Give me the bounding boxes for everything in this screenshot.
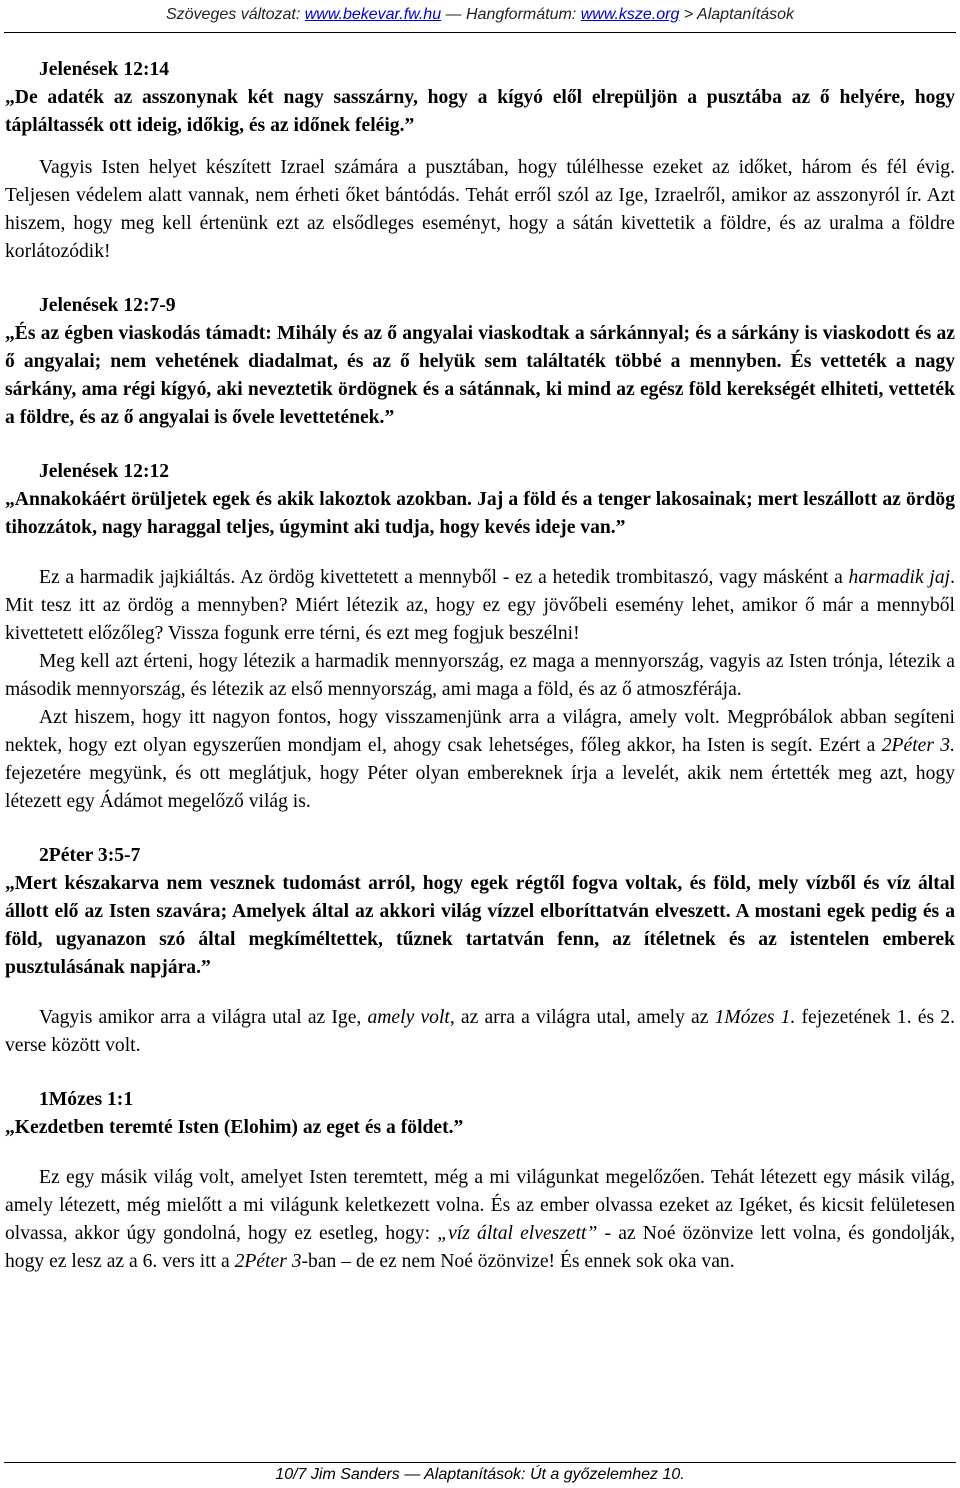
scripture-quote: „Kezdetben teremté Isten (Elohim) az eget és a földet.”: [5, 1117, 464, 1138]
document-body: [5, 56, 955, 1276]
footer-divider: [4, 1462, 956, 1463]
page-footer: [0, 1462, 960, 1488]
page-header: [0, 0, 960, 34]
paragraph: Vagyis Isten helyet készített Izrael számára a pusztában, hogy túlélhesse ezeket az időket, három és fél évig. Teljesen védelem alatt vannak, nem érheti őket bántódás. Tehát erről szól az Ige, Izraelről, amikor az asszonyról ír. Azt hiszem, hogy meg kell értenünk ezt az elsődleges eseményt, hogy a sátán kivettetik a földre, és az uralma a földre korlátozódik!: [5, 157, 955, 262]
scripture-quote: „Mert készakarva nem vesznek tudomást arról, hogy egek régtől fogva voltak, és föld, mely vízből és víz által állott elő az Isten szavára; Amelyek által az akkori világ vízzel elboríttatván elveszett. A mostani egek pedig és a föld, ugyanazon szó által megkíméltettek, tűznek tartatván fenn, az ítéletnek és az istentelen emberek pusztulásának napjára.”: [5, 873, 955, 978]
paragraph: Ez a harmadik jajkiáltás. Az ördög kivettetett a mennyből - ez a hetedik trombitaszó, vagy másként a harmadik jaj. Mit tesz itt az ördög a mennyben? Miért létezik az, hogy ez egy jövőbeli esemény lehet, amikor ő már a mennyből kivettetett előzőleg? Vissza fogunk erre térni, és ezt meg fogjuk beszélni!: [5, 567, 955, 644]
paragraph: Ez egy másik világ volt, amelyet Isten teremtett, még a mi világunkat megelőzően. Tehát létezett egy másik világ, amely létezett, még mielőtt a mi világunk keletkezett volna. És az ember olvassa ezeket az Igéket, és kicsit felületesen olvassa, akkor úgy gondolná, hogy ez esetleg, hogy: „víz által elveszett” - az Noé özönvize lett volna, és gondolják, hogy ez lesz az a 6. vers itt a 2Péter 3-ban – de ez nem Noé özönvize! És ennek sok oka van.: [5, 1167, 956, 1272]
scripture-reference: Jelenések 12:14: [39, 59, 170, 80]
paragraph: Vagyis amikor arra a világra utal az Ige, amely volt, az arra a világra utal, amely az 1Mózes 1. fejezetének 1. és 2. verse között volt.: [5, 1007, 955, 1056]
header-divider: [4, 32, 956, 33]
paragraph: Meg kell azt érteni, hogy létezik a harmadik mennyország, ez maga a mennyország, vagyis az Isten trónja, létezik a második mennyország, és létezik az első mennyország, ami maga a föld, és az ő atmoszférája.: [5, 651, 955, 700]
scripture-quote: „És az égben viaskodás támadt: Mihály és az ő angyalai viaskodtak a sárkánnyal; és a sárkány is viaskodott és az ő angyalai; nem vehetének diadalmat, és az ő helyük sem találtaték többé a mennyben. És vetteték a nagy sárkány, ama régi kígyó, aki neveztetik ördögnek és a sátánnak, ki mind az egész föld kerekségét elhiteti, vetteték a földre, és az ő angyalai is ővele levettetének.”: [5, 323, 955, 428]
scripture-quote: „Annakokáért örüljetek egek és akik lakoztok azokban. Jaj a föld és a tenger lakosainak; mert leszállott az ördög tihozzátok, nagy haraggal teljes, úgymint aki tudja, hogy kevés ideje van.”: [5, 489, 955, 538]
header-middle: — Hangformátum:: [441, 6, 581, 23]
bekevar-link[interactable]: www.bekevar.fw.hu: [304, 6, 442, 23]
header-suffix: > Alaptanítások: [679, 6, 794, 23]
header-text: [0, 6, 960, 24]
footer-text: 10/7 Jim Sanders — Alaptanítások: Út a győzelemhez 10.: [275, 1466, 685, 1483]
scripture-quote: „De adaték az asszonynak két nagy sasszárny, hogy a kígyó elől elrepüljön a pusztába az ő helyére, hogy tápláltassék ott ideig, időkig, és az időnek feléig.”: [5, 87, 955, 136]
header-prefix: Szöveges változat:: [165, 6, 305, 23]
scripture-reference: 2Péter 3:5-7: [39, 845, 141, 866]
scripture-reference: Jelenések 12:7-9: [39, 295, 176, 316]
paragraph: Azt hiszem, hogy itt nagyon fontos, hogy visszamenjünk arra a világra, amely volt. Megpróbálok abban segíteni nektek, hogy ezt olyan egyszerűen mondjam el, ahogy csak lehetséges, főleg akkor, ha Isten is segít. Ezért a 2Péter 3. fejezetére megyünk, és ott meglátjuk, hogy Péter olyan embereknek írja a levelét, akik nem értették meg azt, hogy létezett egy Ádámot megelőző világ is.: [5, 707, 956, 812]
ksze-link[interactable]: www.ksze.org: [580, 6, 680, 23]
scripture-reference: Jelenések 12:12: [39, 461, 170, 482]
scripture-reference: 1Mózes 1:1: [39, 1089, 134, 1110]
